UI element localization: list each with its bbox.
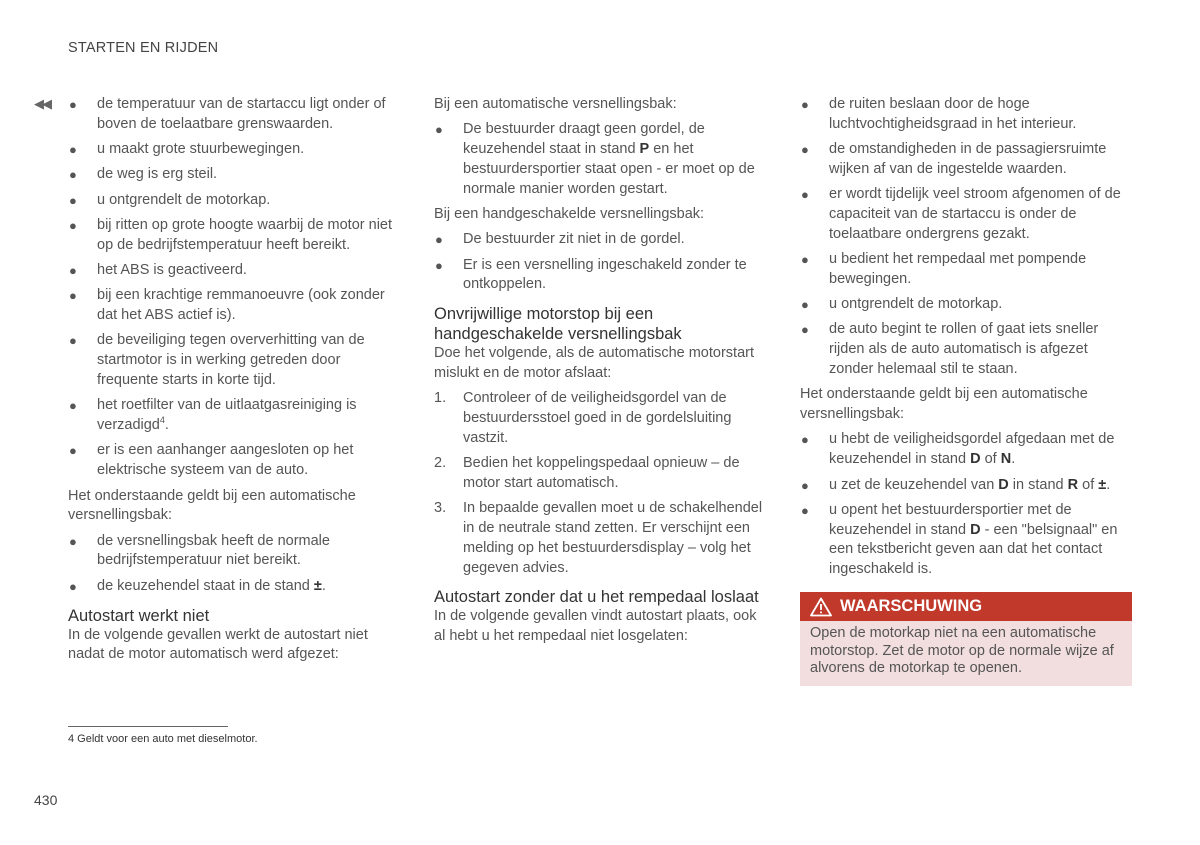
list-item xyxy=(68,577,404,597)
warning-box xyxy=(800,592,1132,686)
bullet-icon: ● xyxy=(435,122,443,138)
bullet-icon: ● xyxy=(801,252,809,268)
gear-position: ± xyxy=(1098,476,1107,493)
list-item xyxy=(68,441,404,481)
bullet-icon: ● xyxy=(69,263,77,279)
column-1 xyxy=(68,95,404,671)
list-item xyxy=(68,286,404,326)
gear-position: P xyxy=(639,141,650,158)
bullet-icon: ● xyxy=(801,477,809,493)
bullet-icon: ● xyxy=(801,297,809,313)
list-item-text: u hebt de veiligheidsgordel afgedaan met de keuzehendel in stand xyxy=(829,431,1115,468)
section-heading: Onvrijwillige motorstop bij een handgeschakelde versnellingsbak xyxy=(434,305,682,344)
condition-list xyxy=(68,95,404,481)
continuation-icon: ◀◀ xyxy=(34,96,50,111)
paragraph: Bij een automatische versnellingsbak: xyxy=(434,96,677,112)
warning-text: Open de motorkap niet na een automatische motorstop. Zet de motor op de normale wijze af alvorens de motorkap te openen. xyxy=(810,625,1114,677)
paragraph: Doe het volgende, als de automatische motorstart mislukt en de motor afslaat: xyxy=(434,345,754,381)
bullet-icon: ● xyxy=(69,217,77,233)
paragraph: Bij een handgeschakelde versnellingsbak: xyxy=(434,205,705,222)
bullet-icon: ● xyxy=(801,502,809,518)
list-item-text: u ontgrendelt de motorkap. xyxy=(829,296,1003,313)
section-heading: Autostart werkt niet xyxy=(68,606,210,625)
page-header: STARTEN EN RIJDEN xyxy=(68,40,219,56)
list-item-text: er wordt tijdelijk veel stroom afgenomen of de capaciteit van de startaccu is onder de toelaatbare ondergrens gezakt. xyxy=(829,186,1121,242)
list-item xyxy=(800,476,1136,496)
list-item-text: u ontgrendelt de motorkap. xyxy=(97,191,271,208)
paragraph: Het onderstaande geldt bij een automatische versnellingsbak: xyxy=(800,386,1088,423)
bullet-icon: ● xyxy=(801,322,809,338)
condition-list xyxy=(800,95,1136,380)
list-item xyxy=(68,532,404,572)
step-item xyxy=(434,454,770,494)
list-item-text: in stand xyxy=(1008,476,1068,493)
condition-list-auto xyxy=(68,532,404,597)
step-text: Bedien het koppelingspedaal opnieuw – de motor start automatisch. xyxy=(463,455,740,491)
warning-title: WAARSCHUWING xyxy=(840,596,983,615)
column-3 xyxy=(800,95,1136,686)
punctuation: . xyxy=(1011,451,1016,468)
list-item xyxy=(68,95,404,135)
list-item xyxy=(800,430,1136,470)
list-item xyxy=(800,320,1136,379)
list-item xyxy=(68,331,404,390)
footnote: 4 Geldt voor een auto met dieselmotor. xyxy=(68,733,258,745)
condition-list xyxy=(434,120,770,199)
bullet-icon: ● xyxy=(69,443,77,459)
bullet-icon: ● xyxy=(69,398,77,414)
list-item xyxy=(800,95,1136,135)
list-item xyxy=(800,295,1136,315)
bullet-icon: ● xyxy=(69,142,77,158)
gear-position: N xyxy=(1000,451,1012,468)
list-item xyxy=(68,396,404,436)
list-item-text: u maakt grote stuurbewegingen. xyxy=(97,141,305,158)
step-number: 3. xyxy=(434,500,447,517)
list-item-text: de keuzehendel staat in de stand xyxy=(97,577,314,594)
footnote-divider xyxy=(68,726,228,727)
list-item-text: de auto begint te rollen of gaat iets sneller rijden als de auto automatisch is afgezet zonder helemaal stil te staan. xyxy=(829,321,1099,378)
bullet-icon: ● xyxy=(435,257,443,273)
bullet-icon: ● xyxy=(69,533,77,549)
list-item-text: er is een aanhanger aangesloten op het elektrische systeem van de auto. xyxy=(97,442,354,479)
bullet-icon: ● xyxy=(69,192,77,208)
list-item-text: u bedient het rempedaal met pompende bewegingen. xyxy=(829,251,1087,287)
page-number: 430 xyxy=(34,792,58,808)
step-item xyxy=(434,389,770,448)
list-item-text: de ruiten beslaan door de hoge luchtvochtigheidsgraad in het interieur. xyxy=(829,96,1077,132)
step-number: 2. xyxy=(434,455,447,472)
step-text: Controleer of de veiligheidsgordel van de bestuurdersstoel goed in de gordelsluiting vastzit. xyxy=(463,390,732,446)
bullet-icon: ● xyxy=(435,232,443,248)
bullet-icon: ● xyxy=(801,97,809,112)
list-item xyxy=(800,140,1136,180)
list-item xyxy=(434,256,770,296)
list-item xyxy=(68,191,404,211)
list-item-text: en het bestuurdersportier staat open - er moet op de normale manier worden gestart. xyxy=(463,141,755,197)
footnote-ref: 4 xyxy=(159,415,165,426)
list-item-text: het ABS is geactiveerd. xyxy=(97,262,247,279)
gear-position: R xyxy=(1067,476,1079,493)
punctuation: . xyxy=(164,417,169,434)
gear-position: D xyxy=(970,521,981,538)
bullet-icon: ● xyxy=(801,432,809,448)
list-item-text: De bestuurder draagt geen gordel, de keuzehendel staat in stand xyxy=(463,121,705,158)
paragraph: Het onderstaande geldt bij een automatische versnellingsbak: xyxy=(68,487,356,524)
step-item xyxy=(434,499,770,578)
list-item xyxy=(68,140,404,160)
list-item xyxy=(434,230,770,250)
section-heading: Autostart zonder dat u het rempedaal loslaat xyxy=(434,588,759,607)
list-item-text: of xyxy=(1078,476,1099,493)
condition-list-auto xyxy=(800,430,1136,580)
condition-list xyxy=(434,230,770,295)
list-item-text: Er is een versnelling ingeschakeld zonder te ontkoppelen. xyxy=(463,256,747,293)
paragraph: In de volgende gevallen vindt autostart plaats, ook al hebt u het rempedaal niet losgelaten: xyxy=(434,608,757,645)
list-item-text: - een "belsignaal" en een tekstbericht geven aan dat het contact ingeschakeld is. xyxy=(829,521,1118,578)
list-item xyxy=(68,216,404,256)
list-item xyxy=(800,185,1136,244)
paragraph: In de volgende gevallen werkt de autostart niet nadat de motor automatisch werd afgezet: xyxy=(68,626,368,663)
list-item-text: het roetfilter van de uitlaatgasreiniging is verzadigd xyxy=(97,397,357,434)
step-list xyxy=(434,389,770,578)
list-item-text: of xyxy=(980,451,1001,468)
list-item-text: u opent het bestuurdersportier met de keuzehendel in stand xyxy=(829,501,1072,538)
list-item xyxy=(800,250,1136,290)
list-item xyxy=(800,501,1136,580)
column-2 xyxy=(434,95,770,653)
gear-position: D xyxy=(998,476,1009,493)
list-item xyxy=(68,165,404,185)
list-item xyxy=(68,261,404,281)
punctuation: . xyxy=(1106,476,1111,493)
list-item-text: de weg is erg steil. xyxy=(97,166,218,183)
punctuation: . xyxy=(321,577,326,594)
bullet-icon: ● xyxy=(69,578,77,594)
list-item-text: De bestuurder zit niet in de gordel. xyxy=(463,231,685,248)
bullet-icon: ● xyxy=(801,187,809,203)
list-item-text: de omstandigheden in de passagiersruimte wijken af van de ingestelde waarden. xyxy=(829,141,1107,177)
bullet-icon: ● xyxy=(69,167,77,183)
bullet-icon: ● xyxy=(69,333,77,349)
bullet-icon: ● xyxy=(69,288,77,304)
list-item-text: de versnellingsbak heeft de normale bedrijfstemperatuur niet bereikt. xyxy=(97,532,330,569)
list-item-text: de beveiliging tegen oververhitting van de startmotor is in werking getreden door frequente starts in korte tijd. xyxy=(97,332,365,389)
gear-position: ± xyxy=(313,577,322,594)
list-item-text: bij een krachtige remmanoeuvre (ook zonder dat het ABS actief is). xyxy=(97,287,385,324)
bullet-icon: ● xyxy=(801,142,809,158)
list-item-text: u zet de keuzehendel van xyxy=(829,476,999,493)
list-item-text: de temperatuur van de startaccu ligt onder of boven de toelaatbare grenswaarden. xyxy=(97,96,386,132)
list-item-text: bij ritten op grote hoogte waarbij de motor niet op de bedrijfstemperatuur heeft bereikt. xyxy=(97,216,393,253)
step-number: 1. xyxy=(434,390,447,407)
warning-triangle-icon xyxy=(810,597,832,617)
gear-position: D xyxy=(970,451,981,468)
bullet-icon: ● xyxy=(69,97,77,112)
list-item xyxy=(434,120,770,199)
warning-header xyxy=(800,592,1132,621)
step-text: In bepaalde gevallen moet u de schakelhendel in de neutrale stand zetten. Er verschijnt een melding op het bestuurdersdisplay – volg het gegeven advies. xyxy=(463,500,763,576)
